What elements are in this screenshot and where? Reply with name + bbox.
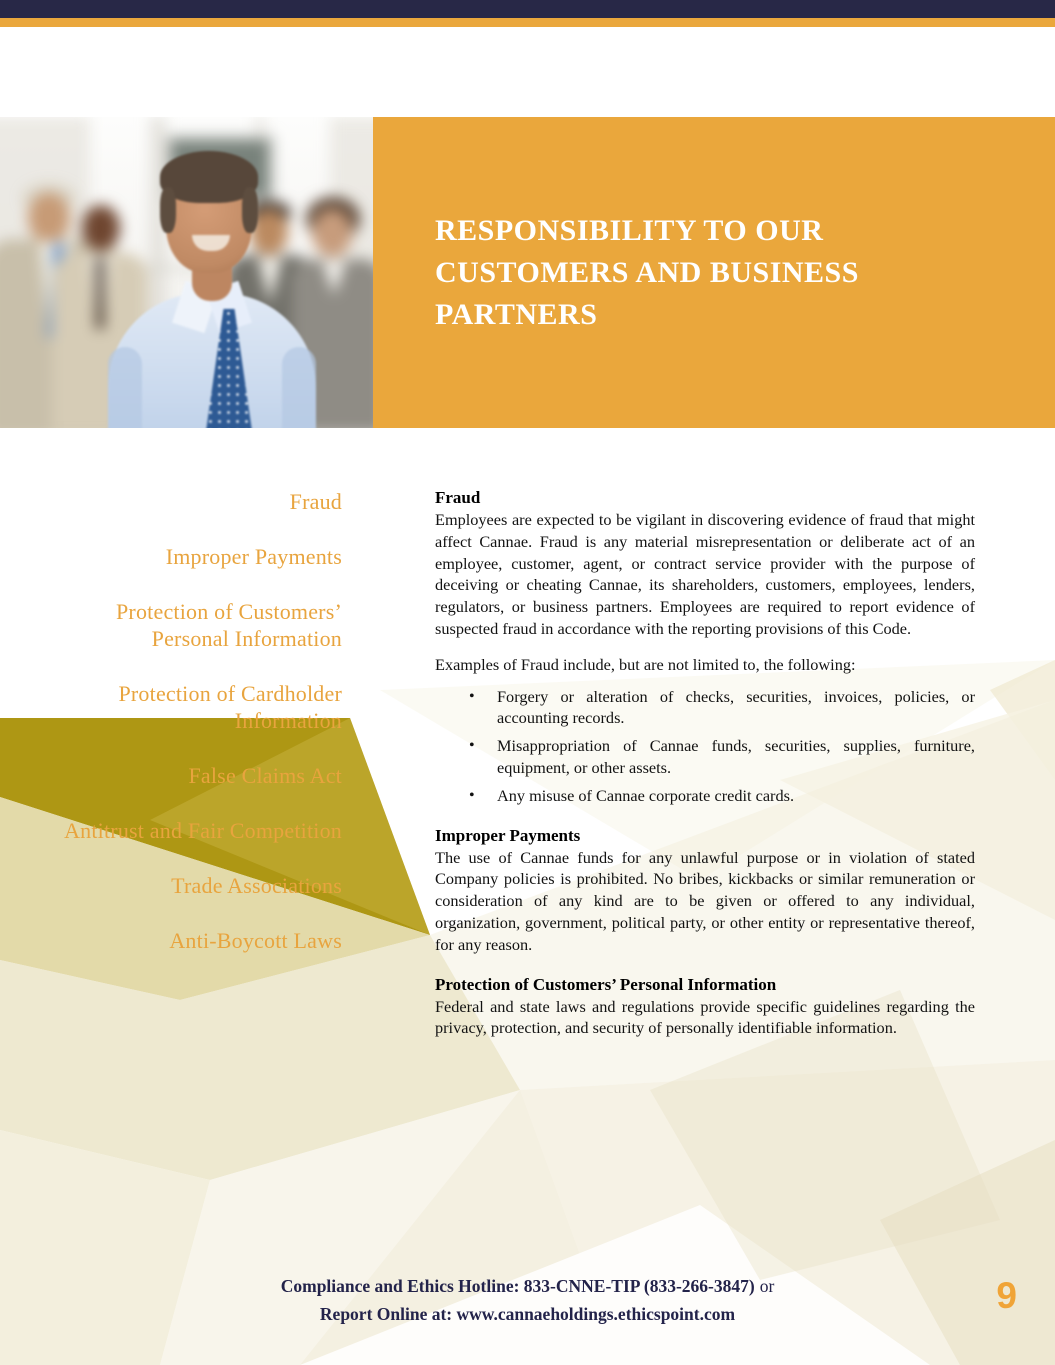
- section-banner: [373, 117, 1055, 428]
- sidebar-item-false-claims-act[interactable]: False Claims Act: [188, 763, 342, 788]
- list-item: • Misappropriation of Cannae funds, securities, supplies, furniture, equipment, or other assets.: [435, 735, 975, 779]
- examples-intro: Examples of Fraud include, but are not limited to, the following:: [435, 654, 856, 674]
- top-navy-bar: [0, 0, 1055, 18]
- page-number: 9: [996, 1275, 1017, 1316]
- section-heading-improper-payments: Improper Payments: [435, 825, 581, 845]
- report-online-link[interactable]: Report Online at: www.cannaeholdings.ethicspoint.com: [319, 1304, 736, 1324]
- sidebar-item-fraud[interactable]: Fraud: [289, 489, 342, 514]
- list-item: • Forgery or alteration of checks, securities, invoices, policies, or accounting records.: [435, 686, 975, 730]
- team-photo: [0, 117, 373, 428]
- sidebar-item-anti-boycott-laws[interactable]: Anti-Boycott Laws: [169, 928, 342, 953]
- section-heading-fraud: Fraud: [435, 488, 481, 507]
- section-body-protection-customers: Federal and state laws and regulations provide specific guidelines regarding the privacy, protection, and security of personally identifiable information.: [435, 996, 975, 1038]
- fraud-examples-list: [435, 686, 975, 807]
- sidebar-item-improper-payments[interactable]: Improper Payments: [165, 544, 342, 569]
- section-heading-protection-customers: Protection of Customers’ Personal Information: [435, 974, 777, 994]
- main-content: [435, 487, 975, 1053]
- sidebar-item-protection-cardholder-information[interactable]: Protection of Cardholder Information: [118, 681, 342, 733]
- top-orange-strip: [0, 18, 1055, 27]
- section-body-improper-payments: The use of Cannae funds for any unlawful purpose or in violation of stated Company policies is prohibited. No bribes, kickbacks or similar remuneration or consideration of any kind are to be given or offered to any individual, organization, government, political party, or other entity or representative thereof, for any reason.: [435, 847, 975, 954]
- hotline-text: Compliance and Ethics Hotline: 833-CNNE-TIP (833-266-3847): [280, 1276, 755, 1296]
- hotline-or: or: [759, 1276, 775, 1296]
- page-title: RESPONSIBILITY TO OUR CUSTOMERS AND BUSINESS PARTNERS: [435, 214, 859, 331]
- footer: [0, 1272, 1055, 1328]
- foreground-businessman: [0, 117, 373, 428]
- sidebar-item-trade-associations[interactable]: Trade Associations: [171, 873, 342, 898]
- section-body-fraud: Employees are expected to be vigilant in discovering evidence of fraud that might affect Cannae. Fraud is any material misrepresentation or deliberate act of an employee, customer, agent, or contract service provider with the purpose of deceiving or cheating Cannae, its shareholders, customers, employees, lenders, regulators, or business partners. Employees are required to report evidence of suspected fraud in accordance with the reporting provisions of this Code.: [435, 510, 975, 638]
- list-item: • Any misuse of Cannae corporate credit cards.: [435, 785, 975, 807]
- sidebar-topics: [40, 488, 342, 982]
- sidebar-item-protection-customers-personal-information[interactable]: Protection of Customers’ Personal Information: [116, 599, 342, 651]
- sidebar-item-antitrust-fair-competition[interactable]: Antitrust and Fair Competition: [64, 818, 342, 843]
